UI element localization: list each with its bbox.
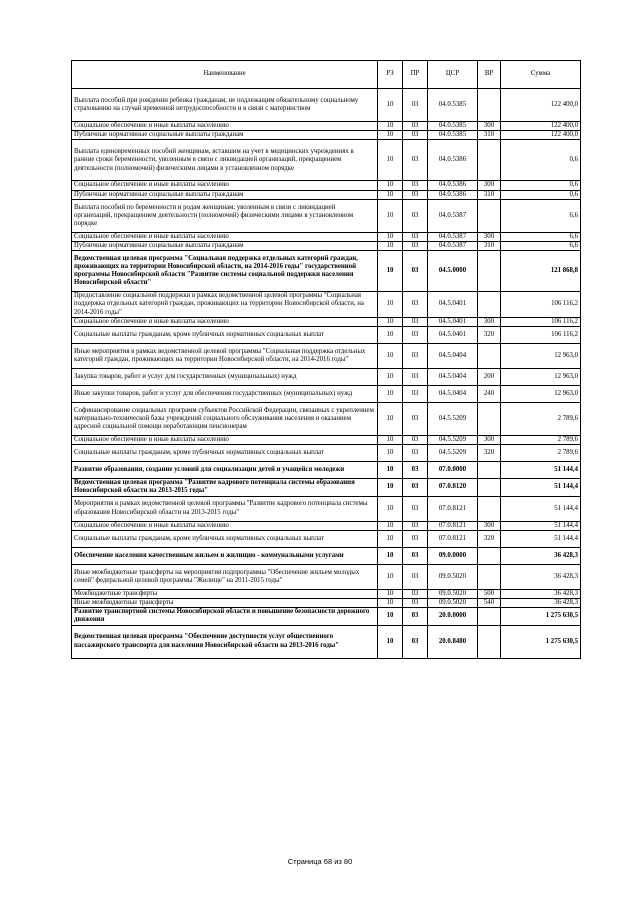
cell-csr: 04.5.0404	[428, 386, 478, 403]
cell-rz: 10	[378, 344, 403, 369]
cell-csr: 20.0.8480	[428, 625, 478, 658]
cell-vr	[478, 199, 501, 232]
cell-vr: 310	[478, 131, 501, 140]
cell-vr: 320	[478, 327, 501, 344]
cell-csr: 04.0.5387	[428, 232, 478, 241]
cell-rz: 10	[378, 479, 403, 496]
cell-name: Социальное обеспечение и иные выплаты населению	[72, 436, 378, 445]
cell-vr: 200	[478, 369, 501, 386]
cell-sum: 106 116,2	[501, 317, 581, 326]
cell-csr: 07.0.0000	[428, 462, 478, 479]
cell-vr	[478, 625, 501, 658]
header-name: Наименование	[72, 61, 378, 89]
cell-name: Публичные нормативные социальные выплаты гражданам	[72, 131, 378, 140]
cell-sum: 2 789,6	[501, 436, 581, 445]
table-row	[72, 386, 581, 403]
cell-csr: 04.5.5209	[428, 403, 478, 436]
cell-sum: 6,6	[501, 199, 581, 232]
cell-pr: 03	[403, 608, 428, 625]
cell-sum: 122 400,0	[501, 122, 581, 131]
cell-csr: 09.0.5020	[428, 589, 478, 598]
cell-sum: 51 144,4	[501, 462, 581, 479]
cell-csr: 04.0.5386	[428, 181, 478, 190]
cell-name: Выплата пособий по беременности и родам женщинам, уволенным в связи с ликвидацией организаций, прекращением деятельности (полномочий) физическими лицами в установленном порядке	[72, 199, 378, 232]
cell-sum: 51 144,4	[501, 530, 581, 547]
table-row	[72, 140, 581, 181]
cell-csr: 04.5.0000	[428, 251, 478, 292]
cell-sum: 36 428,3	[501, 599, 581, 608]
cell-sum: 0,6	[501, 181, 581, 190]
cell-vr: 320	[478, 445, 501, 462]
cell-vr	[478, 608, 501, 625]
cell-sum: 36 428,3	[501, 564, 581, 589]
cell-pr: 03	[403, 317, 428, 326]
cell-sum: 6,6	[501, 232, 581, 241]
cell-csr: 09.0.5020	[428, 564, 478, 589]
cell-name: Софинансирование социальных программ субъектов Российской Федерации, связанных с укреплением материально-технической базы учреждений социального обслуживания населения и оказанием адресной социальной помощи неработающим пенсионерам	[72, 403, 378, 436]
cell-name: Социальное обеспечение и иные выплаты населению	[72, 317, 378, 326]
cell-name: Иные мероприятия в рамках ведомственной целевой программы "Социальная поддержка отдельных категорий граждан, проживающих на территории Новосибирской области, на 2014-2016 годы"	[72, 344, 378, 369]
cell-name: Социальное обеспечение и иные выплаты населению	[72, 122, 378, 131]
cell-pr: 03	[403, 462, 428, 479]
cell-csr: 04.0.5387	[428, 242, 478, 251]
table-body	[72, 89, 581, 659]
cell-pr: 03	[403, 242, 428, 251]
cell-pr: 03	[403, 327, 428, 344]
cell-vr: 500	[478, 589, 501, 598]
cell-pr: 03	[403, 122, 428, 131]
cell-csr: 04.5.0404	[428, 344, 478, 369]
cell-name: Иные закупки товаров, работ и услуг для обеспечения государственных (муниципальных) нужд	[72, 386, 378, 403]
cell-rz: 10	[378, 445, 403, 462]
cell-vr: 300	[478, 122, 501, 131]
cell-rz: 10	[378, 625, 403, 658]
cell-name: Предоставление социальной поддержки в рамках ведомственной целевой программы "Социальная поддержка отдельных категорий граждан, проживающих на территории Новосибирской области, на 2014-2016 годы"	[72, 292, 378, 318]
cell-sum: 106 116,2	[501, 292, 581, 318]
cell-vr	[478, 140, 501, 181]
cell-name: Выплата пособий при рождении ребенка гражданам, не подлежащим обязательному социальному страхованию на случай временной нетрудоспособности и в связи с материнством	[72, 89, 378, 122]
table-row	[72, 403, 581, 436]
cell-rz: 10	[378, 608, 403, 625]
table-row	[72, 369, 581, 386]
cell-rz: 10	[378, 251, 403, 292]
cell-csr: 04.0.5386	[428, 190, 478, 199]
cell-name: Ведомственная целевая программа "Обеспечение доступности услуг общественного пассажирского транспорта для населения Новосибирской области на 2013-2016 годы"	[72, 625, 378, 658]
cell-pr: 03	[403, 89, 428, 122]
table-row	[72, 547, 581, 564]
cell-vr	[478, 479, 501, 496]
cell-vr	[478, 292, 501, 318]
cell-name: Ведомственная целевая программа "Социальная поддержка отдельных категорий граждан, проживающих на территории Новосибирской области, на 2014-2016 годы" государственной программы Новосибирской области "Развитие системы социальной поддержки населения Новосибирской области"	[72, 251, 378, 292]
cell-pr: 03	[403, 140, 428, 181]
header-vr: ВР	[478, 61, 501, 89]
cell-pr: 03	[403, 479, 428, 496]
cell-name: Социальные выплаты гражданам, кроме публичных нормативных социальных выплат	[72, 530, 378, 547]
cell-sum: 1 275 630,5	[501, 625, 581, 658]
table-row	[72, 131, 581, 140]
cell-csr: 04.5.0404	[428, 369, 478, 386]
cell-vr	[478, 403, 501, 436]
cell-rz: 10	[378, 242, 403, 251]
cell-name: Иные межбюджетные трансферты на мероприятия подпрограммы "Обеспечение жильем молодых семей" федеральной целевой программы "Жилище" на 2011-2015 годы"	[72, 564, 378, 589]
table-header-row	[72, 61, 581, 89]
cell-sum: 12 963,0	[501, 386, 581, 403]
table-row	[72, 589, 581, 598]
table-row	[72, 436, 581, 445]
table-row	[72, 122, 581, 131]
cell-rz: 10	[378, 530, 403, 547]
cell-csr: 04.0.5385	[428, 122, 478, 131]
cell-sum: 2 789,6	[501, 445, 581, 462]
cell-vr	[478, 344, 501, 369]
cell-pr: 03	[403, 625, 428, 658]
cell-rz: 10	[378, 521, 403, 530]
table-row	[72, 564, 581, 589]
cell-pr: 03	[403, 369, 428, 386]
cell-name: Выплата единовременных пособий женщинам, вставшим на учет в медицинских учреждениях в ранние сроки беременности, уволенным в связи с ликвидацией организаций, прекращением деятельности (полномочий) физическими лицами в установленном порядке	[72, 140, 378, 181]
cell-vr	[478, 496, 501, 521]
cell-pr: 03	[403, 344, 428, 369]
cell-csr: 07.0.8121	[428, 530, 478, 547]
cell-vr: 300	[478, 521, 501, 530]
cell-vr: 300	[478, 232, 501, 241]
cell-name: Мероприятия в рамках ведомственной целевой программы "Развитие кадрового потенциала системы образования Новосибирской области на 2013-2015 годы"	[72, 496, 378, 521]
cell-rz: 10	[378, 122, 403, 131]
cell-rz: 10	[378, 589, 403, 598]
table-row	[72, 251, 581, 292]
cell-pr: 03	[403, 292, 428, 318]
table-row	[72, 496, 581, 521]
cell-name: Ведомственная целевая программа "Развитие кадрового потенциала системы образования Новосибирской области на 2013-2015 годы"	[72, 479, 378, 496]
cell-sum: 51 144,4	[501, 479, 581, 496]
cell-vr	[478, 89, 501, 122]
cell-pr: 03	[403, 131, 428, 140]
cell-csr: 04.0.5385	[428, 89, 478, 122]
cell-vr	[478, 462, 501, 479]
cell-pr: 03	[403, 199, 428, 232]
cell-csr: 04.5.5209	[428, 445, 478, 462]
cell-sum: 36 428,3	[501, 589, 581, 598]
cell-pr: 03	[403, 445, 428, 462]
table-row	[72, 445, 581, 462]
cell-name: Социальные выплаты гражданам, кроме публичных нормативных социальных выплат	[72, 327, 378, 344]
cell-pr: 03	[403, 564, 428, 589]
table-row	[72, 462, 581, 479]
cell-csr: 04.5.0401	[428, 317, 478, 326]
table-row	[72, 89, 581, 122]
cell-name: Развитие образования, создание условий для социализации детей и учащейся молодежи	[72, 462, 378, 479]
cell-name: Обеспечение населения качественным жильем и жилищно - коммунальными услугами	[72, 547, 378, 564]
cell-name: Межбюджетные трансферты	[72, 589, 378, 598]
cell-name: Публичные нормативные социальные выплаты гражданам	[72, 190, 378, 199]
cell-name: Социальное обеспечение и иные выплаты населению	[72, 521, 378, 530]
header-pr: ПР	[403, 61, 428, 89]
cell-pr: 03	[403, 232, 428, 241]
page-number: Страница 68 из 80	[287, 857, 353, 866]
cell-sum: 12 963,0	[501, 344, 581, 369]
cell-sum: 2 789,6	[501, 403, 581, 436]
table-row	[72, 344, 581, 369]
cell-sum: 121 868,8	[501, 251, 581, 292]
cell-name: Социальное обеспечение и иные выплаты населению	[72, 181, 378, 190]
cell-rz: 10	[378, 599, 403, 608]
cell-name: Развитие транспортной системы Новосибирской области и повышение безопасности дорожного движения	[72, 608, 378, 625]
cell-sum: 6,6	[501, 242, 581, 251]
table-row	[72, 317, 581, 326]
cell-csr: 04.5.5209	[428, 436, 478, 445]
cell-rz: 10	[378, 317, 403, 326]
cell-name: Закупка товаров, работ и услуг для государственных (муниципальных) нужд	[72, 369, 378, 386]
cell-sum: 36 428,3	[501, 547, 581, 564]
cell-csr: 04.5.0401	[428, 327, 478, 344]
cell-name: Иные межбюджетные трансферты	[72, 599, 378, 608]
cell-name: Социальное обеспечение и иные выплаты населению	[72, 232, 378, 241]
cell-rz: 10	[378, 140, 403, 181]
cell-pr: 03	[403, 599, 428, 608]
cell-csr: 04.5.0401	[428, 292, 478, 318]
cell-vr: 320	[478, 530, 501, 547]
cell-rz: 10	[378, 89, 403, 122]
cell-vr: 300	[478, 317, 501, 326]
cell-pr: 03	[403, 403, 428, 436]
cell-vr: 300	[478, 436, 501, 445]
cell-rz: 10	[378, 547, 403, 564]
header-csr: ЦСР	[428, 61, 478, 89]
table-row	[72, 608, 581, 625]
table-row	[72, 479, 581, 496]
cell-sum: 122 400,0	[501, 131, 581, 140]
table-row	[72, 599, 581, 608]
table-row	[72, 232, 581, 241]
cell-csr: 04.0.5385	[428, 131, 478, 140]
table-row	[72, 521, 581, 530]
cell-pr: 03	[403, 181, 428, 190]
table-row	[72, 199, 581, 232]
budget-table	[71, 60, 581, 659]
cell-csr: 07.0.8121	[428, 521, 478, 530]
table-row	[72, 190, 581, 199]
cell-rz: 10	[378, 327, 403, 344]
header-rz: РЗ	[378, 61, 403, 89]
table-row	[72, 292, 581, 318]
cell-sum: 1 275 630,5	[501, 608, 581, 625]
cell-pr: 03	[403, 251, 428, 292]
cell-sum: 0,6	[501, 190, 581, 199]
cell-rz: 10	[378, 181, 403, 190]
cell-pr: 03	[403, 530, 428, 547]
cell-vr	[478, 547, 501, 564]
cell-sum: 106 116,2	[501, 327, 581, 344]
cell-rz: 10	[378, 190, 403, 199]
table-row	[72, 327, 581, 344]
cell-rz: 10	[378, 436, 403, 445]
cell-csr: 20.0.0000	[428, 608, 478, 625]
table-row	[72, 181, 581, 190]
cell-vr: 540	[478, 599, 501, 608]
cell-rz: 10	[378, 292, 403, 318]
cell-csr: 09.0.0000	[428, 547, 478, 564]
cell-name: Публичные нормативные социальные выплаты гражданам	[72, 242, 378, 251]
cell-csr: 09.0.5020	[428, 599, 478, 608]
table-row	[72, 625, 581, 658]
cell-sum: 12 963,0	[501, 369, 581, 386]
cell-vr: 240	[478, 386, 501, 403]
cell-sum: 51 144,4	[501, 496, 581, 521]
cell-rz: 10	[378, 462, 403, 479]
cell-sum: 51 144,4	[501, 521, 581, 530]
cell-rz: 10	[378, 496, 403, 521]
cell-vr: 310	[478, 242, 501, 251]
header-sum: Сумма	[501, 61, 581, 89]
cell-csr: 04.0.5387	[428, 199, 478, 232]
cell-pr: 03	[403, 190, 428, 199]
table-row	[72, 242, 581, 251]
cell-name: Социальные выплаты гражданам, кроме публичных нормативных социальных выплат	[72, 445, 378, 462]
cell-vr: 300	[478, 181, 501, 190]
cell-pr: 03	[403, 589, 428, 598]
cell-vr	[478, 564, 501, 589]
cell-csr: 07.0.8121	[428, 496, 478, 521]
cell-rz: 10	[378, 199, 403, 232]
cell-rz: 10	[378, 369, 403, 386]
cell-rz: 10	[378, 386, 403, 403]
cell-sum: 0,6	[501, 140, 581, 181]
cell-pr: 03	[403, 521, 428, 530]
cell-vr: 310	[478, 190, 501, 199]
cell-sum: 122 400,0	[501, 89, 581, 122]
cell-pr: 03	[403, 436, 428, 445]
cell-pr: 03	[403, 547, 428, 564]
cell-pr: 03	[403, 496, 428, 521]
cell-csr: 04.0.5386	[428, 140, 478, 181]
table-row	[72, 530, 581, 547]
cell-rz: 10	[378, 131, 403, 140]
cell-pr: 03	[403, 386, 428, 403]
cell-rz: 10	[378, 232, 403, 241]
cell-vr	[478, 251, 501, 292]
cell-rz: 10	[378, 403, 403, 436]
cell-csr: 07.0.8120	[428, 479, 478, 496]
cell-rz: 10	[378, 564, 403, 589]
